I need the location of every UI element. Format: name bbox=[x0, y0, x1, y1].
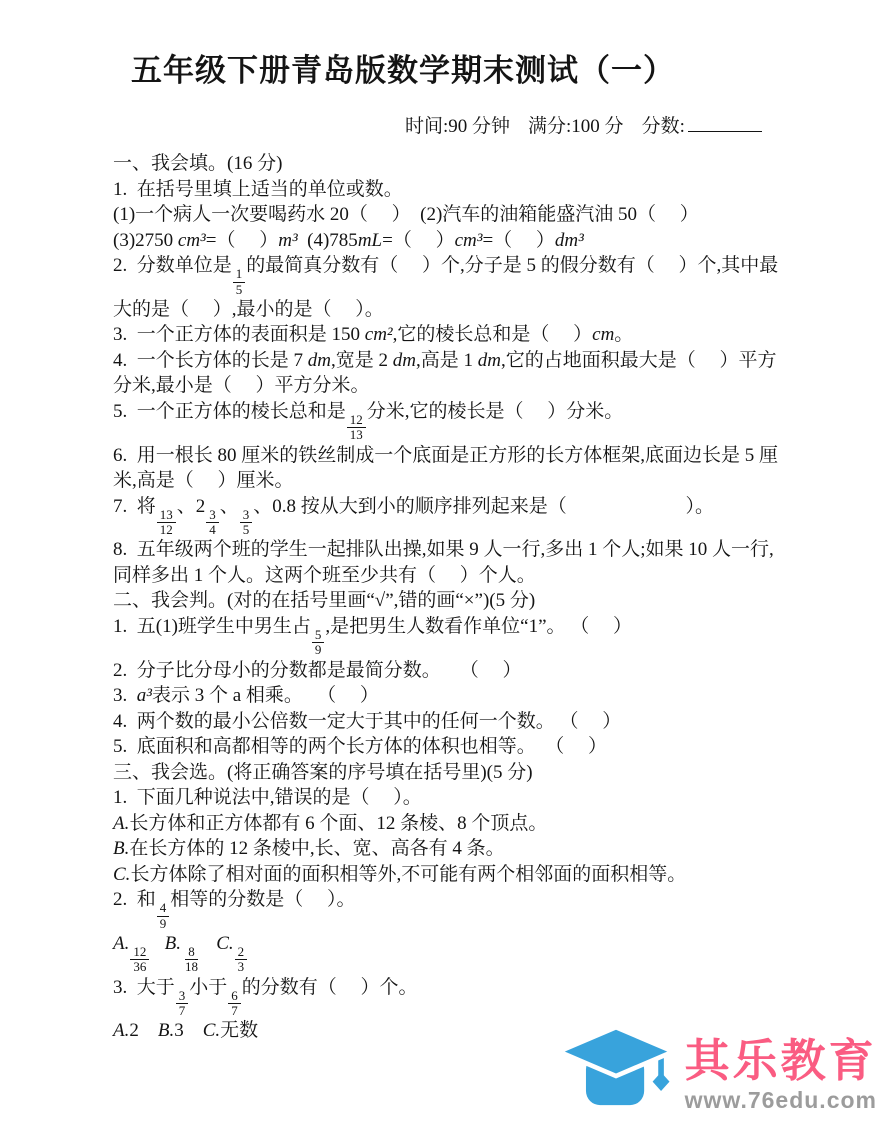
text-run: B. bbox=[113, 838, 130, 860]
text-run: 二、我会判。(对的在括号里画“√”,错的画“×”)(5 分) bbox=[113, 590, 536, 612]
fraction: $\frac{4}{9}$ bbox=[156, 901, 171, 931]
text-run: 表示 3 个 a 相乘。 （ ） bbox=[151, 685, 379, 707]
fraction: $\frac{3}{5}$ bbox=[239, 508, 254, 538]
text-run: 、 bbox=[219, 495, 239, 517]
text-run: 小于 bbox=[189, 976, 228, 998]
text-run: 长方体除了相对面的面积相等外,不可能有两个相邻面的面积相等。 bbox=[130, 863, 687, 885]
text-run: 的分数有（ ）个。 bbox=[241, 976, 418, 998]
q1-sub-3-4 bbox=[113, 228, 789, 254]
text-run: dm bbox=[477, 349, 501, 371]
text-run: 4. 一个长方体的长是 7 bbox=[113, 349, 308, 371]
text-run: ,高是 1 bbox=[416, 349, 478, 371]
text-run: A. bbox=[113, 932, 130, 954]
fraction: $\frac{6}{7}$ bbox=[227, 989, 242, 1019]
text-run: 的最简真分数有（ ）个,分子是 5 的假分数有（ ）个,其中最 bbox=[246, 255, 779, 277]
brand-name: 其乐教育 bbox=[684, 1035, 877, 1086]
text-run: 2. 分数单位是 bbox=[113, 255, 232, 277]
text-run: (3)2750 bbox=[113, 229, 178, 251]
q7 bbox=[113, 494, 789, 538]
judge-2 bbox=[113, 658, 789, 684]
choice-2-options bbox=[113, 931, 789, 975]
q4-line-1 bbox=[113, 348, 789, 374]
text-run: cm² bbox=[364, 324, 393, 346]
fraction: $\frac{12}{36}$ bbox=[129, 945, 150, 975]
text-run: 、0.8 按从大到小的顺序排列起来是（ ）。 bbox=[253, 495, 715, 517]
text-run: B. bbox=[157, 1020, 175, 1042]
text-run: 1. 五(1)班学生中男生占 bbox=[113, 615, 311, 637]
fraction: $\frac{3}{4}$ bbox=[205, 508, 220, 538]
text-run: ,它的占地面积最大是（ ）平方 bbox=[501, 349, 777, 371]
text-run: 长方体和正方体都有 6 个面、12 条棱、8 个顶点。 bbox=[129, 812, 548, 834]
text-run: 分米,它的棱长是（ ）分米。 bbox=[366, 400, 624, 422]
choice-1-option-b bbox=[113, 836, 789, 862]
q6-line-2 bbox=[113, 468, 789, 494]
text-run: dm bbox=[307, 349, 331, 371]
text-run: A. bbox=[113, 1020, 130, 1042]
text-run: 8. 五年级两个班的学生一起排队出操,如果 9 人一行,多出 1 个人;如果 10 人一行, bbox=[113, 539, 774, 561]
text-run: ,它的棱长总和是（ ） bbox=[392, 324, 593, 346]
text-run: 1. 在括号里填上适当的单位或数。 bbox=[113, 178, 403, 200]
text-run: A. bbox=[113, 812, 130, 834]
text-run: 。 bbox=[614, 324, 634, 346]
q3 bbox=[113, 322, 789, 348]
section-2-heading bbox=[113, 588, 789, 614]
text-run: 4. 两个数的最小公倍数一定大于其中的任何一个数。 （ ） bbox=[113, 710, 622, 732]
text-run: mL bbox=[357, 229, 383, 251]
section-1-heading bbox=[113, 151, 789, 177]
q6-line-1 bbox=[113, 443, 789, 469]
fraction: $\frac{8}{18}$ bbox=[184, 944, 198, 975]
exam-meta bbox=[113, 111, 789, 138]
text-run: 3. 大于 bbox=[113, 976, 175, 998]
text-run bbox=[150, 933, 164, 954]
text-run: =（ ） bbox=[482, 229, 555, 251]
text-run: 5. 一个正方体的棱长总和是 bbox=[113, 400, 346, 422]
text-run: cm bbox=[592, 324, 615, 346]
text-run: 大的是（ ）,最小的是（ ）。 bbox=[113, 298, 384, 320]
judge-3 bbox=[113, 683, 789, 709]
fraction: $\frac{1}{5}$ bbox=[232, 267, 247, 297]
text-run: 2. 分子比分母小的分数都是最简分数。 （ ） bbox=[113, 659, 522, 681]
graduation-cap-icon bbox=[555, 1022, 677, 1114]
text-run: m³ bbox=[278, 229, 298, 251]
q2-line-1 bbox=[113, 253, 789, 297]
fraction: $\frac{2}{3}$ bbox=[234, 945, 249, 975]
text-run: 2 bbox=[129, 1020, 158, 1042]
q1-stem bbox=[113, 177, 789, 203]
text-run: 5. 底面积和高都相等的两个长方体的体积也相等。 （ ） bbox=[113, 736, 608, 758]
site-logo bbox=[555, 1022, 877, 1114]
text-run: cm³ bbox=[177, 229, 206, 251]
text-run: B. bbox=[164, 932, 181, 954]
choice-2-stem bbox=[113, 887, 789, 931]
text-run: 相等的分数是（ ）。 bbox=[170, 889, 356, 911]
text-run: 7. 将 bbox=[113, 495, 156, 517]
text-run: 三、我会选。(将正确答案的序号填在括号里)(5 分) bbox=[113, 761, 533, 783]
text-run: ,宽是 2 bbox=[331, 349, 393, 371]
text-run: 一、我会填。(16 分) bbox=[113, 153, 283, 175]
q8-line-2 bbox=[113, 563, 789, 589]
judge-1 bbox=[113, 614, 789, 658]
q2-line-2 bbox=[113, 297, 789, 323]
text-run: 分米,最小是（ ）平方分米。 bbox=[113, 375, 370, 397]
text-run: ,是把男生人数看作单位“1”。 （ ） bbox=[325, 615, 633, 637]
text-run: 1. 下面几种说法中,错误的是（ ）。 bbox=[113, 787, 422, 809]
text-run: (1)一个病人一次要喝药水 20（ ） (2)汽车的油箱能盛汽油 50（ ） bbox=[113, 204, 699, 226]
time-label: 时间:90 分钟 bbox=[405, 116, 511, 138]
fraction: $\frac{3}{7}$ bbox=[175, 989, 190, 1019]
text-run: C. bbox=[113, 863, 131, 885]
text-run: 6. 用一根长 80 厘米的铁丝制成一个底面是正方形的长方体框架,底面边长是 5 厘 bbox=[113, 444, 779, 466]
fraction: $\frac{12}{13}$ bbox=[346, 413, 367, 443]
choice-1-option-a bbox=[113, 811, 789, 837]
choice-3-stem bbox=[113, 975, 789, 1019]
choice-1-stem bbox=[113, 785, 789, 811]
text-run: C. bbox=[202, 1020, 221, 1042]
text-run: =（ ） bbox=[205, 229, 279, 251]
q4-line-2 bbox=[113, 373, 789, 399]
brand-url: www.76edu.com bbox=[684, 1087, 877, 1113]
full-score-label: 满分:100 分 bbox=[528, 116, 624, 138]
text-run: (4)785 bbox=[297, 229, 358, 251]
text-run: dm bbox=[392, 349, 416, 371]
text-run: =（ ） bbox=[382, 229, 455, 251]
text-run: 米,高是（ ）厘米。 bbox=[113, 470, 294, 492]
fraction: $\frac{5}{9}$ bbox=[311, 628, 326, 658]
text-run: 3 bbox=[174, 1020, 203, 1042]
text-run bbox=[202, 933, 216, 954]
page-title: 五年级下册青岛版数学期末测试（一） bbox=[131, 53, 675, 88]
text-run: 3. bbox=[113, 685, 137, 707]
text-run: 同样多出 1 个人。这两个班至少共有（ ）个人。 bbox=[113, 564, 536, 586]
score-label: 分数: bbox=[641, 116, 685, 138]
q1-sub-1-2 bbox=[113, 202, 789, 228]
choice-1-option-c bbox=[113, 862, 789, 888]
fraction: $\frac{13}{12}$ bbox=[156, 508, 177, 538]
text-run: cm³ bbox=[454, 229, 483, 251]
section-3-heading bbox=[113, 760, 789, 786]
judge-5 bbox=[113, 734, 789, 760]
text-run: 在长方体的 12 条棱中,长、宽、高各有 4 条。 bbox=[129, 838, 505, 860]
logo-text bbox=[684, 1035, 877, 1114]
text-run: dm³ bbox=[554, 229, 584, 251]
score-blank-line bbox=[688, 116, 762, 132]
text-run: 无数 bbox=[220, 1020, 259, 1042]
text-run: 3. 一个正方体的表面积是 150 bbox=[113, 324, 365, 346]
text-run: a³ bbox=[136, 685, 152, 707]
judge-4 bbox=[113, 709, 789, 735]
text-run: 、2 bbox=[176, 495, 206, 517]
text-run: 2. 和 bbox=[113, 889, 156, 911]
exam-body bbox=[113, 151, 789, 1044]
q5 bbox=[113, 399, 789, 443]
q8-line-1 bbox=[113, 537, 789, 563]
text-run: C. bbox=[216, 932, 234, 954]
